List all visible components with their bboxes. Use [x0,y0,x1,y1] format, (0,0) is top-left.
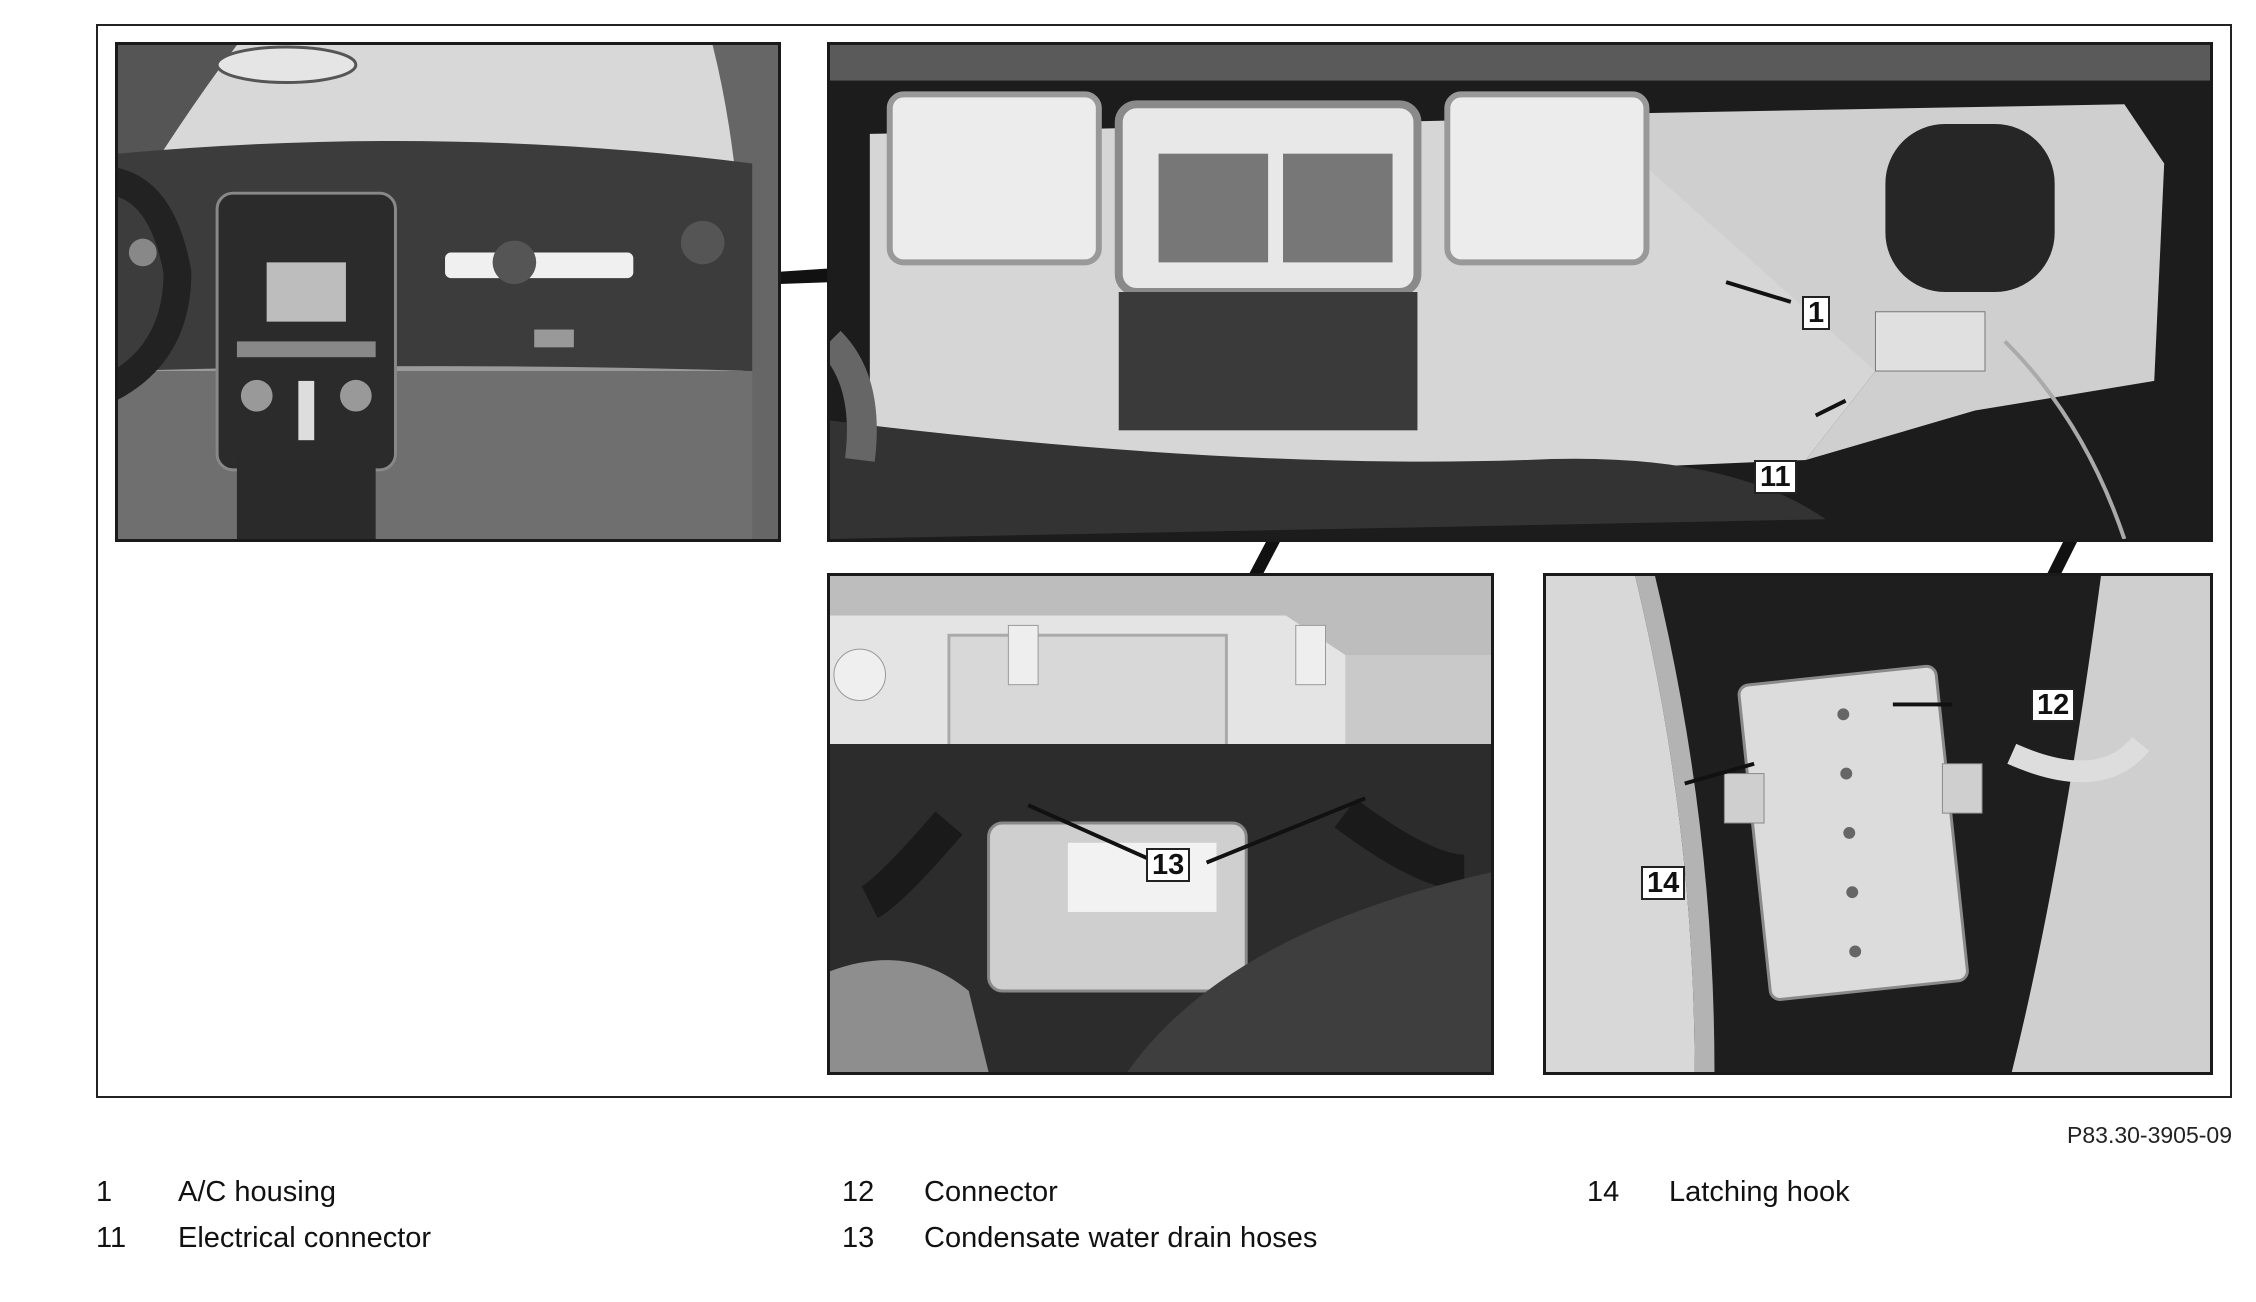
legend-text: Condensate water drain hoses [924,1222,1318,1254]
callout-14: 14 [1641,866,1685,900]
callout-1: 1 [1802,296,1830,330]
legend-number: 11 [96,1222,127,1254]
connector-photo [1543,573,2213,1075]
callout-13: 13 [1146,848,1190,882]
figure-id: P83.30-3905-09 [2067,1122,2232,1148]
dashboard-photo [115,42,781,542]
drain-hoses-photo [827,573,1494,1075]
legend-text: Electrical connector [178,1222,432,1254]
callout-12: 12 [2031,688,2075,722]
callout-11: 11 [1754,460,1797,494]
ac-housing-photo [827,42,2213,542]
legend-text: Connector [924,1176,1058,1208]
legend-text: Latching hook [1669,1176,1850,1208]
legend-number: 12 [842,1176,875,1208]
legend-number: 1 [96,1176,113,1208]
legend-text: A/C housing [178,1176,336,1208]
legend-number: 13 [842,1222,875,1254]
legend-number: 14 [1587,1176,1620,1208]
housing-to-drain-pointer [1248,538,1282,576]
